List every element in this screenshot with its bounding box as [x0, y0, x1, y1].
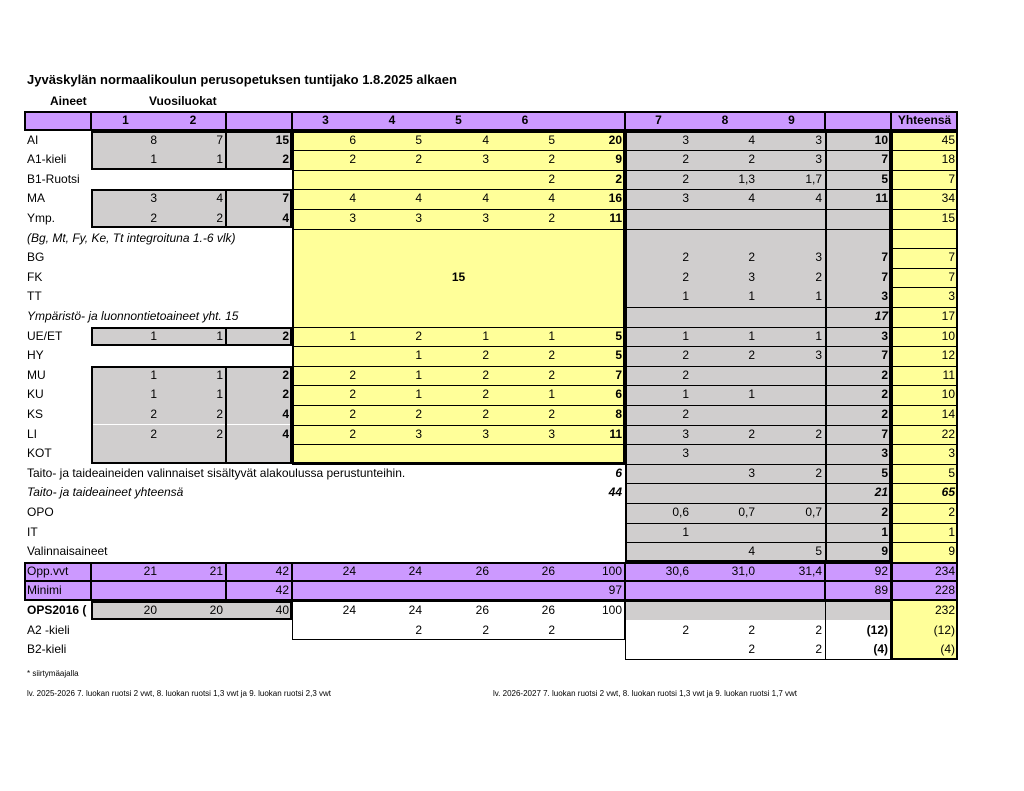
- cell-up: 7: [881, 269, 888, 284]
- grade-header-g7: 7: [655, 113, 662, 127]
- cell-low: 2: [282, 152, 289, 167]
- cell-g8: 31,0: [731, 563, 755, 578]
- cell-up: 1: [881, 524, 888, 539]
- cell-g4: 24: [408, 602, 422, 617]
- cell-g2: 7: [216, 132, 223, 147]
- row-label: IT: [27, 524, 38, 539]
- cell-g4: 2: [415, 406, 422, 421]
- cell-up: 3: [881, 328, 888, 343]
- cell-g9: 1,7: [805, 171, 822, 186]
- cell-g9: 2: [815, 622, 822, 637]
- cell-g1: 1: [150, 328, 157, 343]
- row-label: KOT: [27, 446, 52, 461]
- cell-low: 4: [282, 406, 289, 421]
- cell-g5: 15: [451, 269, 466, 284]
- cell-g9: 3: [815, 152, 822, 167]
- cell-g8: 1: [748, 387, 755, 402]
- cell-low: 4: [282, 210, 289, 225]
- cell-g3: 24: [342, 602, 356, 617]
- page-title: Jyväskylän normaalikoulun perusopetuksen tuntijako 1.8.2025 alkaen: [27, 72, 457, 87]
- cell-mid: 7: [615, 367, 622, 382]
- cell-tot: 45: [941, 132, 955, 147]
- cell-g1: 2: [150, 406, 157, 421]
- cell-g6: 4: [548, 191, 555, 206]
- cell-mid: 5: [615, 348, 622, 363]
- total-row-line: [891, 229, 958, 230]
- cell-tot: 2: [948, 504, 955, 519]
- cell-g2: 2: [216, 406, 223, 421]
- cell-up: 89: [874, 583, 888, 598]
- cell-g7: 3: [682, 191, 689, 206]
- cell-up: 7: [881, 250, 888, 265]
- cell-g9: 2: [815, 426, 822, 441]
- cell-g3: 4: [349, 191, 356, 206]
- cell-low: 2: [282, 387, 289, 402]
- cell-g4: 24: [408, 563, 422, 578]
- cell-g8: 1: [748, 328, 755, 343]
- cell-g6: 1: [548, 387, 555, 402]
- row-label: OPS2016 (: [27, 602, 87, 617]
- cell-g1: 20: [143, 602, 157, 617]
- cell-mid: 2: [615, 171, 622, 186]
- cell-g8: 4: [748, 191, 755, 206]
- cell-g4: 2: [415, 622, 422, 637]
- row-label: TT: [27, 289, 42, 304]
- row-label: Ympäristö- ja luonnontietoaineet yht. 15: [27, 308, 239, 323]
- cell-up: 9: [881, 544, 888, 559]
- cell-mid: 16: [608, 191, 622, 206]
- cell-tot: 18: [941, 152, 955, 167]
- grade-header-g6: 6: [521, 113, 529, 127]
- row-label: MU: [27, 367, 46, 382]
- row-label: KU: [27, 387, 44, 402]
- cell-g4: 1: [415, 367, 422, 382]
- cell-g8: 2: [748, 426, 755, 441]
- cell-g3: 2: [349, 387, 356, 402]
- cell-g4: 2: [415, 152, 422, 167]
- cell-up: 21: [874, 485, 888, 500]
- cell-up: 2: [881, 406, 888, 421]
- footnote-2025-2026: lv. 2025-2026 7. luokan ruotsi 2 vwt, 8. luokan ruotsi 1,3 vwt ja 9. luokan ruotsi 2,3 vwt: [27, 689, 332, 698]
- grade-header-g9: 9: [788, 113, 795, 127]
- cell-mid: 6: [615, 387, 622, 402]
- cell-g6: 2: [548, 367, 555, 382]
- cell-g2: 21: [209, 563, 223, 578]
- footnote-2026-2027: lv. 2026-2027 7. luokan ruotsi 2 vwt, 8. luokan ruotsi 1,3 vwt ja 9. luokan ruotsi 1,7 vwt: [493, 689, 798, 698]
- cell-g5: 3: [482, 210, 489, 225]
- cell-up: 7: [881, 152, 888, 167]
- row-label: Opp.vvt: [27, 563, 69, 578]
- row-label: LI: [27, 426, 38, 441]
- cell-g7: 3: [682, 446, 689, 461]
- cell-up: 92: [874, 563, 888, 578]
- cell-low: 15: [275, 132, 289, 147]
- cell-up: 7: [881, 426, 888, 441]
- cell-tot: 65: [941, 485, 955, 500]
- cell-tot: 228: [934, 583, 955, 598]
- cell-low: 2: [282, 367, 289, 382]
- row-label: UE/ET: [27, 328, 63, 343]
- cell-g1: 2: [150, 210, 157, 225]
- cell-up: 7: [881, 348, 888, 363]
- cell-tot: (4): [940, 642, 955, 657]
- cell-g3: 2: [349, 426, 356, 441]
- cell-g5: 3: [482, 152, 489, 167]
- grade-header-g1: 1: [122, 113, 129, 127]
- cell-mid: 6: [615, 465, 622, 480]
- cell-tot: 10: [941, 387, 955, 402]
- grade-header-total: Yhteensä: [897, 113, 952, 127]
- cell-tot: 234: [934, 563, 955, 578]
- upper-row-line: [625, 229, 891, 230]
- cell-g6: 2: [548, 406, 555, 421]
- cell-g9: 3: [815, 348, 822, 363]
- cell-g7: 30,6: [665, 563, 689, 578]
- cell-tot: 3: [948, 446, 955, 461]
- upper-row-line: [625, 209, 891, 210]
- cell-g8: 2: [748, 642, 755, 657]
- cell-g6: 2: [548, 622, 555, 637]
- cell-g9: 3: [815, 250, 822, 265]
- cell-mid: 11: [609, 426, 622, 441]
- cell-g9: 5: [815, 544, 822, 559]
- cell-g5: 1: [482, 328, 489, 343]
- cell-g2: 4: [216, 191, 223, 206]
- cell-mid: 97: [608, 583, 622, 598]
- cell-tot: 3: [948, 289, 955, 304]
- row-label: Valinnaisaineet: [27, 544, 108, 559]
- row-label: (Bg, Mt, Fy, Ke, Tt integroituna 1.-6 vlk): [27, 230, 236, 245]
- cell-g2: 1: [216, 152, 223, 167]
- cell-g5: 2: [482, 367, 489, 382]
- cell-g9: 1: [815, 289, 822, 304]
- cell-g2: 1: [216, 387, 223, 402]
- cell-g2: 1: [216, 328, 223, 343]
- cell-g6: 2: [548, 171, 555, 186]
- cell-tot: (12): [933, 622, 955, 637]
- cell-g8: 3: [748, 269, 755, 284]
- cell-g3: 2: [349, 367, 356, 382]
- cell-g9: 2: [815, 642, 822, 657]
- cell-g7: 2: [682, 348, 689, 363]
- cell-g7: 0,6: [672, 504, 689, 519]
- cell-g7: 2: [682, 152, 689, 167]
- cell-g5: 26: [475, 563, 489, 578]
- cell-g6: 1: [548, 328, 555, 343]
- cell-up: 5: [881, 465, 888, 480]
- cell-g4: 3: [415, 210, 422, 225]
- cell-g7: 2: [682, 367, 689, 382]
- cell-g6: 2: [548, 152, 555, 167]
- cell-up: 5: [881, 171, 888, 186]
- cell-g7: 3: [682, 132, 689, 147]
- cell-g6: 26: [541, 563, 555, 578]
- cell-g2: 2: [216, 426, 223, 441]
- grade-header-g2: 2: [189, 113, 197, 127]
- cell-g7: 3: [682, 426, 689, 441]
- cell-low: 40: [275, 602, 289, 617]
- grade-header-g4: 4: [388, 113, 396, 127]
- row-label: BG: [27, 250, 45, 265]
- cell-g8: 2: [748, 152, 755, 167]
- cell-g8: 3: [748, 465, 755, 480]
- cell-tot: 232: [934, 602, 955, 617]
- cell-g8: 2: [748, 348, 755, 363]
- cell-g6: 2: [548, 348, 555, 363]
- cell-up: 11: [875, 191, 888, 206]
- cell-g7: 1: [682, 289, 689, 304]
- cell-g2: 1: [216, 367, 223, 382]
- cell-g5: 26: [475, 602, 489, 617]
- row-label: B2-kieli: [27, 642, 67, 657]
- cell-g7: 1: [682, 328, 689, 343]
- row-label: Ymp.: [27, 210, 56, 225]
- cell-g3: 2: [349, 152, 356, 167]
- cell-up: 3: [881, 289, 888, 304]
- cell-mid: 11: [609, 210, 622, 225]
- cell-tot: 9: [948, 544, 955, 559]
- cell-g9: 0,7: [805, 504, 822, 519]
- cell-up: 10: [874, 132, 888, 147]
- cell-g4: 2: [415, 328, 422, 343]
- cell-g9: 4: [815, 191, 822, 206]
- cell-up: 2: [881, 504, 888, 519]
- row-label: A1-kieli: [27, 152, 67, 167]
- row-label: FK: [27, 269, 43, 284]
- cell-g7: 2: [682, 269, 689, 284]
- cell-g5: 2: [482, 406, 489, 421]
- cell-g9: 2: [815, 269, 822, 284]
- cell-g4: 1: [415, 387, 422, 402]
- row-label: Taito- ja taideaineiden valinnaiset sisältyvät alakoulussa perustunteihin.: [27, 465, 406, 480]
- cell-g5: 2: [482, 348, 489, 363]
- cell-tot: 14: [941, 406, 955, 421]
- cell-low: 42: [275, 563, 289, 578]
- row-label: KS: [27, 406, 44, 421]
- row-label: OPO: [27, 504, 54, 519]
- cell-g6: 26: [541, 602, 555, 617]
- cell-g4: 5: [415, 132, 422, 147]
- cell-mid: 44: [608, 485, 622, 500]
- cell-g1: 2: [150, 426, 157, 441]
- cell-g4: 4: [415, 191, 422, 206]
- cell-low: 42: [275, 583, 289, 598]
- header-vuosiluokat: Vuosiluokat: [149, 94, 217, 108]
- cell-g8: 4: [748, 132, 755, 147]
- row-label: B1-Ruotsi: [27, 171, 80, 186]
- cell-g6: 3: [548, 426, 555, 441]
- cell-g8: 1: [748, 289, 755, 304]
- cell-g6: 5: [548, 132, 555, 147]
- cell-g7: 2: [682, 406, 689, 421]
- cell-g8: 0,7: [738, 504, 755, 519]
- cell-low: 7: [282, 191, 289, 206]
- row-label: Taito- ja taideaineet yhteensä: [27, 485, 184, 500]
- cell-g7: 2: [682, 250, 689, 265]
- cell-g7: 1: [682, 387, 689, 402]
- cell-g8: 4: [748, 544, 755, 559]
- cell-low: 4: [282, 426, 289, 441]
- cell-g7: 1: [682, 524, 689, 539]
- cell-g5: 4: [482, 191, 489, 206]
- cell-g9: 3: [815, 132, 822, 147]
- row-label: A2 -kieli: [27, 622, 70, 637]
- cell-g9: 1: [815, 328, 822, 343]
- cell-mid: 100: [601, 602, 622, 617]
- cell-g3: 2: [349, 406, 356, 421]
- grade-header-g8: 8: [721, 113, 729, 127]
- cell-g1: 1: [150, 152, 157, 167]
- cell-g4: 3: [415, 426, 422, 441]
- cell-mid: 100: [601, 563, 622, 578]
- cell-g5: 2: [482, 622, 489, 637]
- cell-g4: 1: [415, 348, 422, 363]
- row-label: HY: [27, 348, 44, 363]
- cell-g8: 2: [748, 622, 755, 637]
- cell-up: (12): [866, 622, 888, 637]
- cell-g8: 1,3: [738, 171, 755, 186]
- cell-tot: 11: [942, 367, 955, 382]
- cell-g1: 21: [143, 563, 157, 578]
- cell-g3: 6: [349, 132, 356, 147]
- cell-tot: 7: [948, 250, 955, 265]
- cell-tot: 34: [941, 191, 955, 206]
- grade-header-g3: 3: [322, 113, 329, 127]
- cell-g7: 2: [682, 622, 689, 637]
- cell-tot: 15: [941, 210, 955, 225]
- cell-g2: 20: [209, 602, 223, 617]
- cell-g5: 4: [482, 132, 489, 147]
- cell-tot: 7: [948, 171, 955, 186]
- cell-g5: 2: [482, 387, 489, 402]
- cell-tot: 5: [948, 465, 955, 480]
- footnote-transition: * siirtymäajalla: [27, 669, 79, 678]
- cell-tot: 7: [948, 269, 955, 284]
- row-label: Minimi: [27, 583, 62, 598]
- cell-g5: 3: [482, 426, 489, 441]
- cell-up: 17: [874, 308, 888, 323]
- row-label: MA: [27, 191, 45, 206]
- cell-g3: 1: [349, 328, 356, 343]
- cell-tot: 1: [948, 524, 955, 539]
- cell-mid: 8: [615, 406, 622, 421]
- cell-up: 2: [881, 367, 888, 382]
- cell-tot: 17: [941, 308, 955, 323]
- cell-up: 3: [881, 446, 888, 461]
- cell-g8: 2: [748, 250, 755, 265]
- cell-g1: 1: [150, 387, 157, 402]
- cell-g1: 3: [150, 191, 157, 206]
- cell-g3: 24: [342, 563, 356, 578]
- cell-g7: 2: [682, 171, 689, 186]
- cell-up: 2: [881, 387, 888, 402]
- cell-mid: 20: [608, 132, 622, 147]
- row-label: AI: [27, 132, 39, 147]
- cell-tot: 10: [941, 328, 955, 343]
- cell-g2: 2: [216, 210, 223, 225]
- cell-g9: 2: [815, 465, 822, 480]
- cell-tot: 22: [941, 426, 955, 441]
- cell-low: 2: [282, 328, 289, 343]
- cell-up: (4): [873, 642, 888, 657]
- cell-mid: 9: [615, 152, 622, 167]
- cell-g9: 31,4: [798, 563, 822, 578]
- cell-tot: 12: [941, 348, 955, 363]
- cell-mid: 5: [615, 328, 622, 343]
- cell-g1: 8: [150, 132, 157, 147]
- grade-header-g5: 5: [455, 113, 462, 127]
- cell-g6: 2: [548, 210, 555, 225]
- header-aineet: Aineet: [50, 94, 87, 108]
- cell-g1: 1: [150, 367, 157, 382]
- cell-g3: 3: [349, 210, 356, 225]
